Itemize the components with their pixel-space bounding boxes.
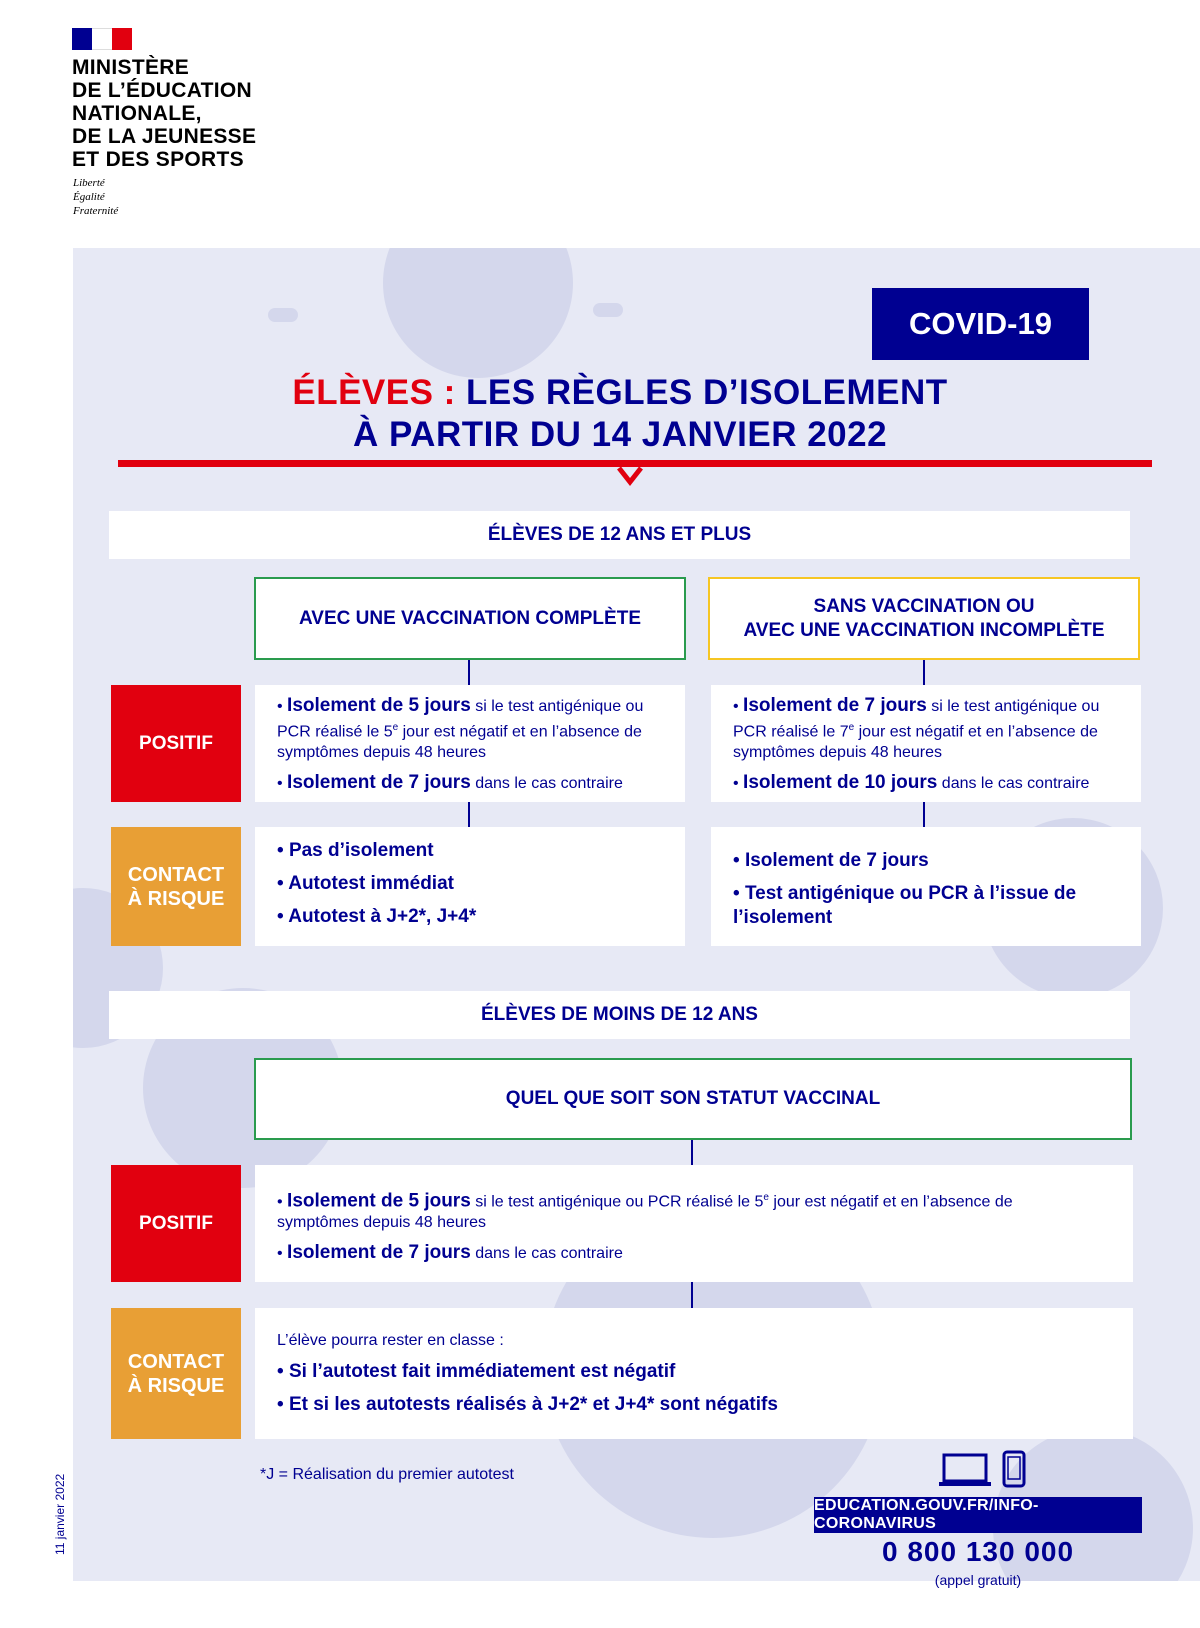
label-line: À RISQUE (127, 887, 225, 910)
bold-text: Isolement de 7 jours (743, 695, 927, 716)
publication-date: 11 janvier 2022 (53, 1473, 67, 1555)
smartphone-icon (1002, 1450, 1026, 1488)
positif-under-12-box (255, 1165, 1133, 1282)
list-item: • Autotest à J+2*, J+4* (277, 906, 477, 927)
list-item: • Isolement de 7 jours si le test antigénique ou PCR réalisé le 7e jour est négatif et en l’absence de symptômes depuis 48 heures (733, 695, 1100, 762)
list-item: • Et si les autotests réalisés à J+2* et J+4* sont négatifs (277, 1394, 778, 1415)
list-item: • Isolement de 7 jours (733, 850, 929, 871)
text: Test antigénique ou PCR à l’issue de l’isolement (733, 883, 1077, 928)
chevron-down-icon (616, 462, 644, 490)
status-vaccinated: AVEC UNE VACCINATION COMPLÈTE (254, 577, 686, 660)
text: dans le cas contraire (937, 775, 1090, 793)
list-item: • Autotest immédiat (277, 873, 454, 894)
text: jour est négatif et en l’absence de symptômes depuis 48 heures (277, 723, 642, 762)
title-line2: À PARTIR DU 14 JANVIER 2022 (352, 415, 888, 454)
connector-line (468, 660, 470, 685)
ministry-name (72, 56, 332, 171)
motto-line: Liberté (73, 177, 105, 189)
status-any-vaccination: QUEL QUE SOIT SON STATUT VACCINAL (254, 1058, 1132, 1140)
text: dans le cas contraire (470, 775, 623, 793)
text: Si l’autotest fait immédiatement est négatif (288, 1361, 676, 1382)
phone-number[interactable]: 0 800 130 000 (881, 1536, 1075, 1567)
page-title (200, 372, 1040, 456)
list-item: • Isolement de 7 jours dans le cas contraire (277, 772, 623, 794)
positif-not-vaccinated-box (711, 685, 1141, 802)
connector-line (468, 801, 470, 827)
contact-not-vaccinated-box (711, 827, 1141, 946)
label-line: CONTACT (127, 1350, 225, 1373)
list-item: • Isolement de 5 jours si le test antigénique ou PCR réalisé le 5e jour est négatif et en l’absence de symptômes depuis 48 heures (277, 1190, 1013, 1232)
text: si le test antigénique ou PCR réalisé le 7 (733, 698, 1100, 741)
ministry-line: MINISTÈRE (72, 56, 190, 79)
ministry-line: DE LA JEUNESSE (72, 125, 257, 148)
covid-badge: COVID-19 (872, 288, 1089, 360)
text: jour est négatif et en l’absence de symptômes depuis 48 heures (277, 1193, 1013, 1232)
virus-decoration-icon (383, 248, 573, 378)
label-positif: POSITIF (111, 685, 241, 802)
connector-line (923, 801, 925, 827)
text: Autotest à J+2*, J+4* (288, 906, 477, 927)
virus-spike (593, 303, 623, 317)
label-contact-a-risque (111, 1308, 241, 1439)
ministry-line: NATIONALE, (72, 102, 202, 125)
connector-line (691, 1140, 693, 1165)
list-item: • Pas d’isolement (277, 840, 434, 861)
motto-line: Égalité (73, 191, 105, 203)
bold-text: Isolement de 5 jours (287, 695, 471, 716)
connector-line (923, 660, 925, 685)
label-line: CONTACT (127, 863, 225, 886)
text: si le test antigénique ou PCR réalisé le 5 (470, 1193, 764, 1211)
title-line1: LES RÈGLES D’ISOLEMENT (455, 373, 948, 412)
status-line: AVEC UNE VACCINATION INCOMPLÈTE (743, 619, 1105, 641)
list-item: • Isolement de 5 jours si le test antigénique ou PCR réalisé le 5e jour est négatif et en l’absence de symptômes depuis 48 heures (277, 695, 644, 762)
bold-text: Isolement de 7 jours (287, 772, 471, 794)
intro-text: L’élève pourra rester en classe : (277, 1332, 504, 1349)
label-contact-a-risque (111, 827, 241, 946)
bold-text: Isolement de 7 jours (287, 1242, 471, 1264)
bold-text: Isolement de 10 jours (743, 772, 938, 794)
laptop-icon (938, 1452, 992, 1488)
superscript: e (763, 1192, 769, 1203)
text: Et si les autotests réalisés à J+2* et J+4* sont négatifs (288, 1394, 778, 1415)
label-positif: POSITIF (111, 1165, 241, 1282)
superscript: e (848, 722, 855, 733)
section-heading-12-plus: ÉLÈVES DE 12 ANS ET PLUS (109, 511, 1130, 559)
republique-francaise-flag-icon (72, 28, 132, 50)
text: jour est négatif et en l’absence de symptômes depuis 48 heures (733, 723, 1098, 762)
label-line: À RISQUE (127, 1374, 225, 1397)
phone-note: (appel gratuit) (934, 1572, 1022, 1588)
section-heading-under-12: ÉLÈVES DE MOINS DE 12 ANS (109, 991, 1130, 1039)
status-line: SANS VACCINATION OU (813, 595, 1035, 617)
contact-vaccinated-box (255, 827, 685, 946)
list-item: • Isolement de 10 jours dans le cas contraire (733, 772, 1090, 794)
list-item: • Test antigénique ou PCR à l’issue de l’isolement (733, 883, 1077, 928)
bold-text: Isolement de 5 jours (287, 1190, 471, 1212)
ministry-line: DE L’ÉDUCATION (72, 79, 252, 102)
text: Pas d’isolement (288, 840, 434, 861)
text: Isolement de 7 jours (744, 850, 929, 871)
status-not-vaccinated (708, 577, 1140, 660)
footnote: *J = Réalisation du premier autotest (260, 1466, 514, 1483)
list-item: • Si l’autotest fait immédiatement est négatif (277, 1361, 676, 1382)
virus-spike (268, 308, 298, 322)
motto-line: Fraternité (73, 205, 119, 217)
contact-under-12-box (255, 1308, 1133, 1439)
superscript: e (392, 722, 399, 733)
connector-line (691, 1282, 693, 1308)
title-highlight: ÉLÈVES : (292, 373, 456, 412)
list-item: • Isolement de 7 jours dans le cas contraire (277, 1242, 623, 1264)
positif-vaccinated-box (255, 685, 685, 802)
info-coronavirus-link[interactable]: EDUCATION.GOUV.FR/INFO-CORONAVIRUS (814, 1497, 1142, 1533)
text: Autotest immédiat (288, 873, 454, 894)
text: dans le cas contraire (470, 1245, 623, 1263)
text: si le test antigénique ou PCR réalisé le 5 (277, 698, 644, 741)
ministry-line: ET DES SPORTS (72, 148, 244, 171)
republic-motto (73, 176, 118, 218)
